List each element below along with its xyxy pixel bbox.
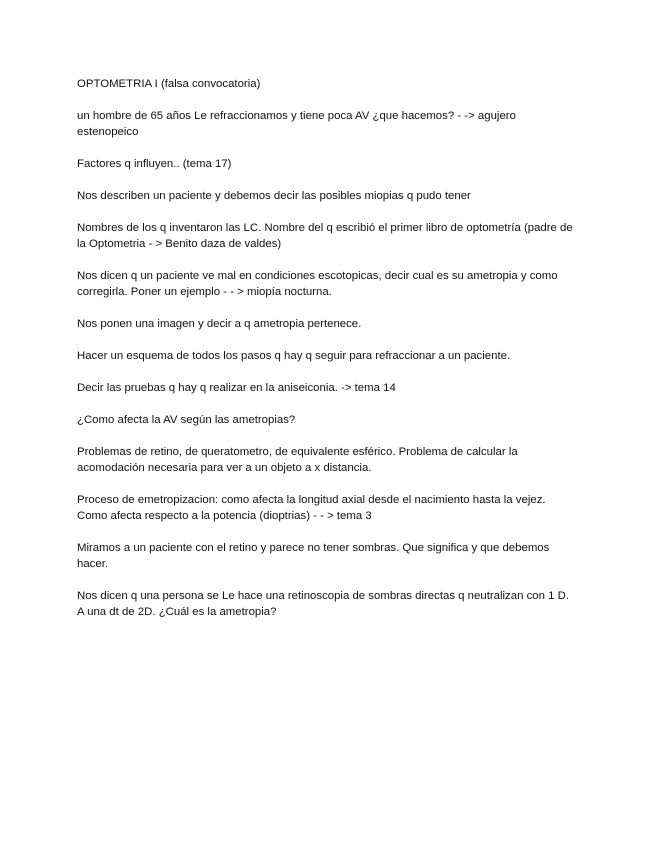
paragraph-1: un hombre de 65 años Le refraccionamos y tiene poca AV ¿que hacemos? - -> agujero estenopeico bbox=[77, 110, 516, 138]
paragraph-6: Nos ponen una imagen y decir a q ametropia pertenece. bbox=[77, 318, 362, 330]
paragraph-10: Problemas de retino, de queratometro, de equivalente esférico. Problema de calcular la acomodación necesaria para ver a un objeto a x distancia. bbox=[77, 446, 518, 474]
paragraph-7: Hacer un esquema de todos los pasos q hay q seguir para refraccionar a un paciente. bbox=[77, 350, 511, 362]
document-title: OPTOMETRIA I (falsa convocatoria) bbox=[77, 78, 261, 90]
document-body bbox=[77, 76, 577, 636]
paragraph-9: ¿Como afecta la AV según las ametropias? bbox=[77, 414, 296, 426]
paragraph-13: Nos dicen q una persona se Le hace una retinoscopia de sombras directas q neutralizan con 1 D. A una dt de 2D. ¿Cuál es la ametropia? bbox=[77, 590, 569, 618]
paragraph-4: Nombres de los q inventaron las LC. Nombre del q escribió el primer libro de optometría (padre de la Optometria - > Benito daza de valdes) bbox=[77, 222, 573, 250]
paragraph-2: Factores q influyen.. (tema 17) bbox=[77, 158, 232, 170]
paragraph-11: Proceso de emetropizacion: como afecta la longitud axial desde el nacimiento hasta la vejez. Como afecta respecto a la potencia (dioptrias) - - > tema 3 bbox=[77, 494, 546, 522]
paragraph-5: Nos dicen q un paciente ve mal en condiciones escotopicas, decir cual es su ametropia y como corregirla. Poner un ejemplo - - > miopía nocturna. bbox=[77, 270, 558, 298]
paragraph-8: Decir las pruebas q hay q realizar en la aniseiconia. -> tema 14 bbox=[77, 382, 396, 394]
paragraph-3: Nos describen un paciente y debemos decir las posibles miopias q pudo tener bbox=[77, 190, 471, 202]
paragraph-12: Miramos a un paciente con el retino y parece no tener sombras. Que significa y que debemos hacer. bbox=[77, 542, 550, 570]
